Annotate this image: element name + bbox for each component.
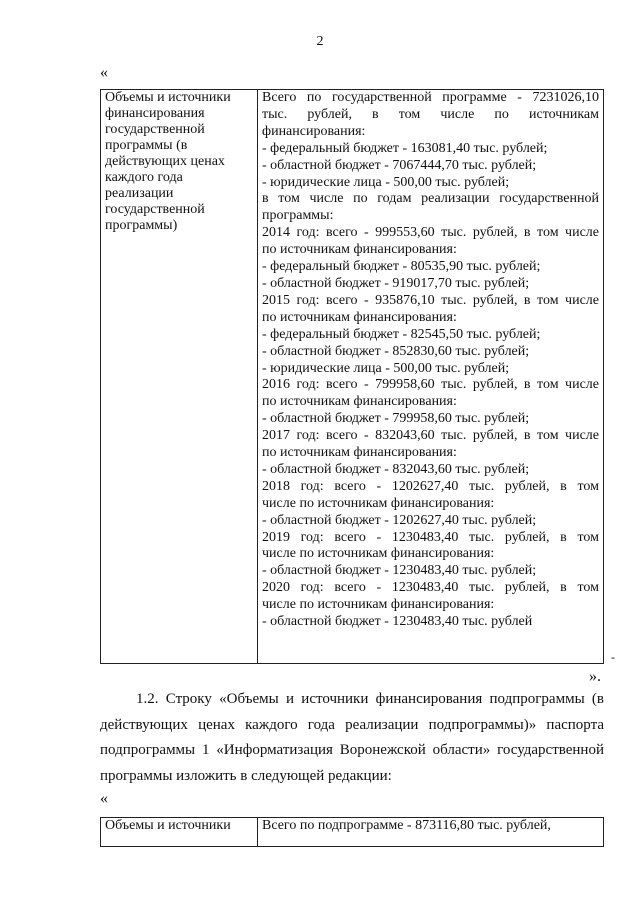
value-line: 2016 год: всего - 799958,60 тыс. рублей, в том числе	[262, 377, 599, 393]
value-line: программы:	[262, 208, 334, 224]
value-line: в том числе по годам реализации государственной	[262, 191, 599, 207]
value-line: - юридические лица - 500,00 тыс. рублей;	[262, 360, 510, 376]
value-line: - федеральный бюджет - 82545,50 тыс. рублей;	[262, 326, 541, 342]
value-line: - федеральный бюджет - 163081,40 тыс. рублей;	[262, 140, 548, 156]
value-line: 2019 год: всего - 1230483,40 тыс. рублей, в том	[262, 529, 599, 545]
label-line: программы)	[105, 218, 178, 233]
amendment-paragraph	[100, 687, 604, 789]
label-line: финансирования	[105, 106, 205, 121]
label-line: государственной	[105, 122, 205, 137]
value-line: - областной бюджет - 1230483,40 тыс. рублей	[262, 614, 533, 630]
value-line: - областной бюджет - 1202627,40 тыс. рублей;	[262, 512, 537, 528]
value-line: 2014 год: всего - 999553,60 тыс. рублей, в том числе	[262, 225, 599, 241]
quote-close: ».	[589, 668, 601, 685]
value-line: 2017 год: всего - 832043,60 тыс. рублей, в том числе	[262, 428, 599, 444]
paragraph-line: действующих ценах каждого года реализации подпрограммы)» паспорта	[100, 716, 604, 733]
label-line: действующих ценах	[105, 154, 225, 169]
value-line: числе по источникам финансирования:	[262, 546, 495, 562]
value-line: - областной бюджет - 852830,60 тыс. рублей;	[262, 343, 530, 359]
label-line: реализации	[105, 186, 174, 201]
paragraph-line: подпрограммы 1 «Информатизация Воронежской области» государственной	[100, 742, 604, 758]
value-line: числе по источникам финансирования:	[262, 495, 495, 511]
label-line: государственной	[105, 202, 205, 217]
value-line: по источникам финансирования:	[262, 445, 457, 461]
value-line: - юридические лица - 500,00 тыс. рублей;	[262, 174, 510, 190]
value-line: 2018 год: всего - 1202627,40 тыс. рублей, в том	[262, 478, 599, 494]
value-line: - областной бюджет - 1230483,40 тыс. рублей;	[262, 563, 537, 579]
paragraph-line: программы изложить в следующей редакции:	[100, 767, 392, 784]
subprogram-table	[100, 817, 604, 847]
margin-mark: -	[611, 650, 615, 664]
label-line: программы (в	[105, 138, 188, 153]
subprogram-label-cell: Объемы и источники	[101, 818, 258, 847]
value-line: - областной бюджет - 832043,60 тыс. рублей;	[262, 461, 530, 477]
value-line: тыс. рублей, в том числе по источникам	[262, 106, 599, 122]
label-line: Объемы и источники	[105, 90, 231, 105]
value-line: по источникам финансирования:	[262, 309, 457, 325]
value-line: - федеральный бюджет - 80535,90 тыс. рублей;	[262, 259, 541, 275]
value-line: 2015 год: всего - 935876,10 тыс. рублей, в том числе	[262, 292, 599, 308]
value-line: по источникам финансирования:	[262, 242, 457, 258]
value-line: финансирования:	[262, 123, 366, 139]
financing-table	[100, 89, 604, 664]
subprogram-values-cell: Всего по подпрограмме - 873116,80 тыс. рублей,	[258, 818, 604, 847]
quote-open-1: «	[100, 64, 108, 81]
quote-open-2: «	[100, 790, 108, 807]
value-line: - областной бюджет - 7067444,70 тыс. рублей;	[262, 157, 537, 173]
financing-label-cell	[101, 90, 258, 664]
value-line: по источникам финансирования:	[262, 394, 457, 410]
financing-values-cell	[258, 90, 604, 664]
paragraph-line: 1.2. Строку «Объемы и источники финансирования подпрограммы (в	[136, 691, 604, 707]
value-line: числе по источникам финансирования:	[262, 597, 495, 613]
label-line: каждого года	[105, 170, 183, 185]
value-line: - областной бюджет - 919017,70 тыс. рублей;	[262, 275, 530, 291]
value-line: 2020 год: всего - 1230483,40 тыс. рублей, в том	[262, 580, 599, 596]
page-number: 2	[316, 34, 324, 49]
value-line: - областной бюджет - 799958,60 тыс. рублей;	[262, 411, 530, 427]
value-line: Всего по государственной программе - 7231026,10	[262, 90, 599, 105]
